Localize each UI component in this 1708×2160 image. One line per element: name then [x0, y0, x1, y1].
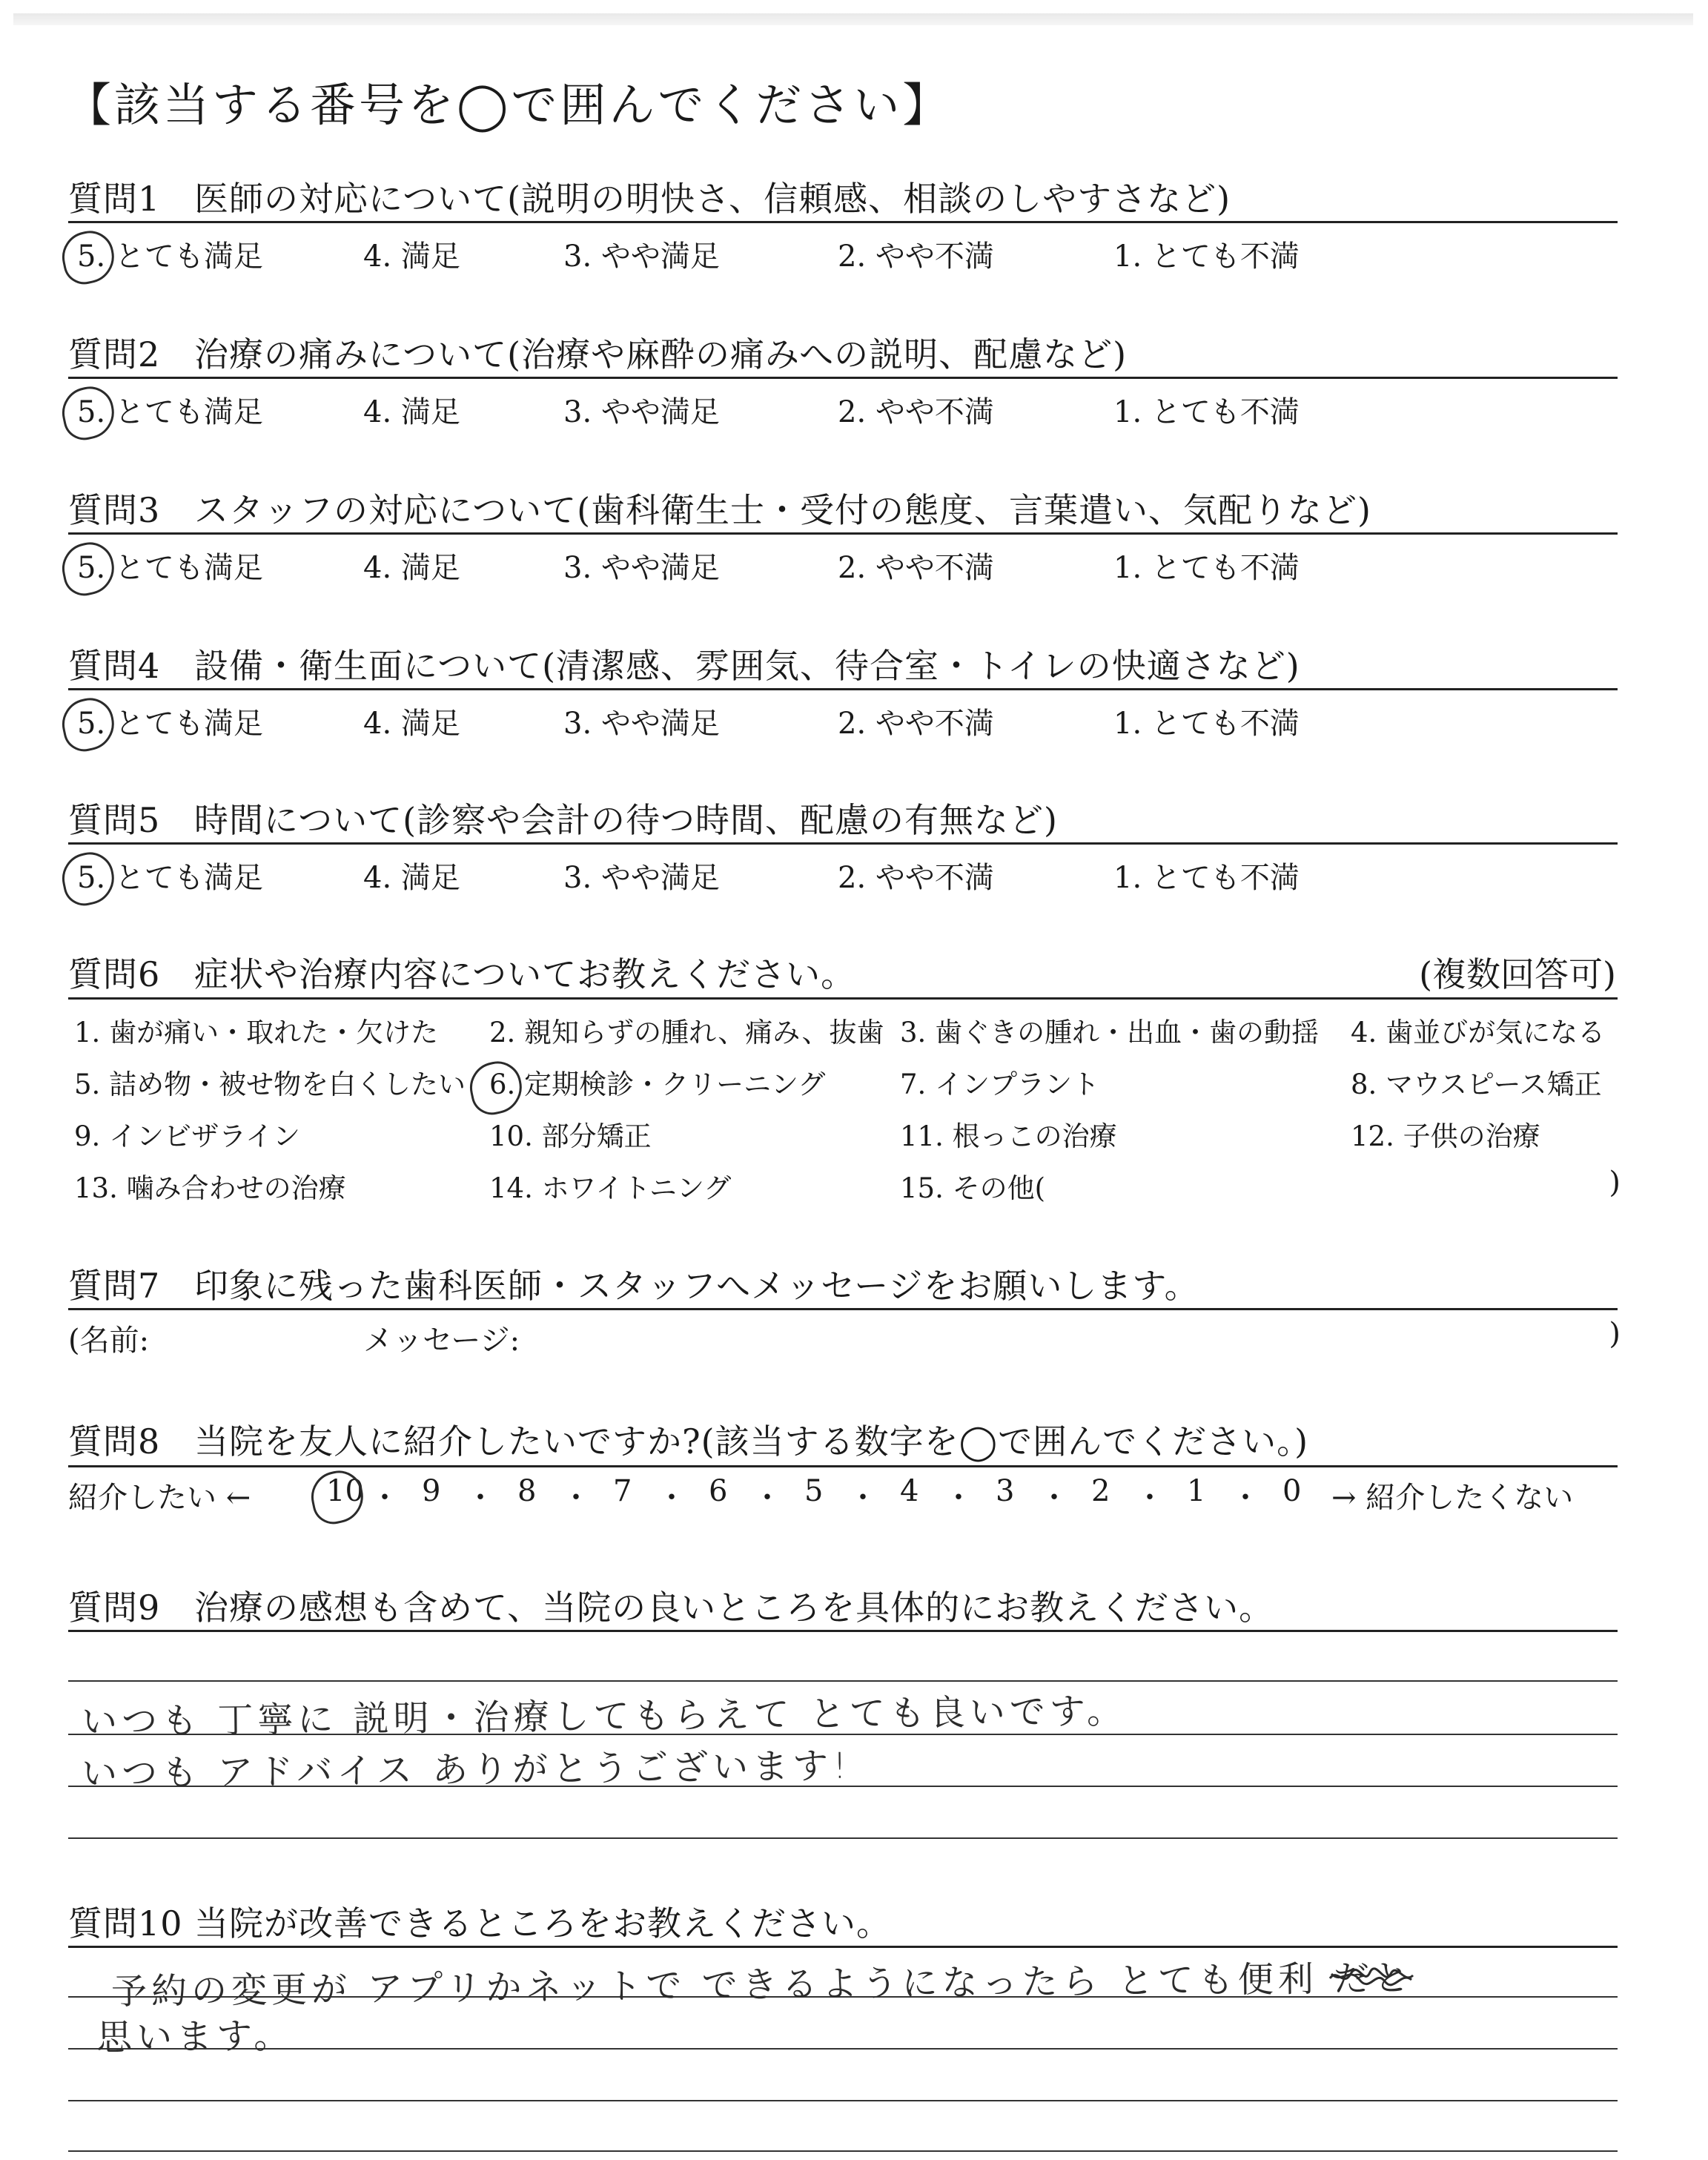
recommend-score: 1	[1187, 1474, 1206, 1508]
recommend-score: 10	[326, 1474, 364, 1508]
q7-close-paren: )	[1609, 1317, 1621, 1351]
rating-option: 5. とても満足	[77, 707, 263, 741]
treatment-option: 10. 部分矯正	[489, 1120, 652, 1152]
question-3-heading	[68, 483, 1371, 532]
question-7-rule	[68, 1308, 1618, 1310]
rating-option: 2. やや不満	[838, 395, 994, 429]
treatment-option: 1. 歯が痛い・取れた・欠けた	[74, 1017, 439, 1048]
recommend-left-label: 紹介したい ←	[68, 1481, 251, 1515]
rating-option: 4. 満足	[363, 240, 460, 274]
question-text: 印象に残った歯科医師・スタッフへメッセージをお願いします。	[194, 1266, 1199, 1306]
treatment-option: 5. 詰め物・被せ物を白くしたい	[74, 1069, 466, 1100]
question-5-heading	[68, 793, 1058, 842]
rating-option: 3. やや満足	[563, 861, 720, 895]
question-text: 症状や治療内容についてお教えください。	[194, 954, 856, 994]
rating-option: 5. とても満足	[77, 240, 263, 274]
question-text: 当院を友人に紹介したいですか?(該当する数字を◯で囲んでください。)	[194, 1421, 1309, 1462]
question-3-rule	[68, 532, 1618, 535]
rating-option: 4. 満足	[363, 707, 460, 741]
rating-option: 4. 満足	[363, 861, 460, 895]
question-4-rule	[68, 688, 1618, 690]
treatment-option: 12. 子供の治療	[1351, 1120, 1540, 1152]
rating-option: 5. とても満足	[77, 395, 263, 429]
answer-line	[68, 1837, 1618, 1839]
recommend-score: 8	[517, 1474, 537, 1508]
treatment-option: 3. 歯ぐきの腫れ・出血・歯の動揺	[900, 1017, 1320, 1048]
treatment-option: 7. インプラント	[900, 1069, 1100, 1100]
q9-answer-line-1: いつも 丁寧に 説明・治療してもらえて とても良いです。	[81, 1690, 1128, 1743]
question-2-heading	[68, 328, 1127, 377]
question-2-rule	[68, 377, 1618, 379]
recommend-score: 5	[804, 1474, 824, 1508]
rating-option: 2. やや不満	[838, 551, 994, 585]
name-label: (名前:	[68, 1324, 150, 1358]
recommend-score: 3	[996, 1474, 1015, 1508]
rating-option: 1. とても不満	[1113, 861, 1300, 895]
scale-separator: ・	[657, 1481, 686, 1515]
answer-line	[68, 1680, 1618, 1682]
treatment-option: 9. インビザライン	[74, 1120, 300, 1152]
question-9-heading	[68, 1581, 1274, 1630]
rating-option: 2. やや不満	[838, 861, 994, 895]
multiple-answer-note: (複数回答可)	[1419, 954, 1616, 994]
rating-option: 3. やや満足	[563, 395, 720, 429]
question-1-heading	[68, 172, 1231, 221]
question-number: 質問2	[68, 334, 161, 374]
rating-option: 3. やや満足	[563, 240, 720, 274]
question-10-heading	[68, 1897, 891, 1946]
scale-separator: ・	[466, 1481, 495, 1515]
question-text: 医師の対応について(説明の明快さ、信頼感、相談のしやすさなど)	[194, 179, 1231, 219]
recommend-right-label: → 紹介したくない	[1331, 1481, 1574, 1515]
message-label: メッセージ:	[363, 1324, 520, 1358]
question-number: 質問5	[68, 800, 161, 840]
treatment-option: 13. 噛み合わせの治療	[74, 1172, 346, 1204]
question-text: 治療の痛みについて(治療や麻酔の痛みへの説明、配慮など)	[194, 334, 1128, 374]
question-text: 治療の感想も含めて、当院の良いところを具体的にお教えください。	[194, 1588, 1274, 1628]
question-4-heading	[68, 639, 1300, 688]
scale-separator: ・	[370, 1481, 400, 1515]
treatment-option: 14. ホワイトニング	[489, 1172, 732, 1204]
treatment-option: 11. 根っこの治療	[900, 1120, 1117, 1152]
rating-option: 5. とても満足	[77, 861, 263, 895]
question-9-rule	[68, 1630, 1618, 1632]
question-text: 当院が改善できるところをお教えください。	[194, 1903, 891, 1943]
other-close-paren: )	[1609, 1166, 1621, 1200]
question-text: 設備・衛生面について(清潔感、雰囲気、待合室・トイレの快適さなど)	[194, 646, 1300, 686]
answer-line	[68, 2048, 1618, 2050]
question-number: 質問3	[68, 490, 161, 530]
question-text: スタッフの対応について(歯科衛生士・受付の態度、言葉遣い、気配りなど)	[194, 490, 1371, 530]
answer-line	[68, 2100, 1618, 2101]
rating-option: 4. 満足	[363, 395, 460, 429]
question-number: 質問9	[68, 1588, 161, 1628]
rating-option: 4. 満足	[363, 551, 460, 585]
rating-option: 5. とても満足	[77, 551, 263, 585]
q10-answer-line-2: 思います。	[96, 2015, 294, 2059]
question-number: 質問6	[68, 954, 161, 994]
question-8-heading	[68, 1415, 1308, 1464]
question-6-heading	[68, 948, 855, 997]
question-1-rule	[68, 221, 1618, 223]
question-8-rule	[68, 1465, 1618, 1467]
crossed-out-scribble	[1327, 1964, 1416, 1990]
scale-separator: ・	[1231, 1481, 1260, 1515]
rating-option: 1. とても不満	[1113, 395, 1300, 429]
rating-option: 1. とても不満	[1113, 707, 1300, 741]
q10-answer-line-1: 予約の変更が アプリかネットで できるようになったら とても便利 だと	[110, 1957, 1414, 2013]
recommend-score: 0	[1282, 1474, 1302, 1508]
rating-option: 3. やや満足	[563, 707, 720, 741]
recommend-score: 7	[613, 1474, 632, 1508]
treatment-option: 8. マウスピース矯正	[1351, 1069, 1602, 1100]
treatment-option: 4. 歯並びが気になる	[1351, 1017, 1606, 1048]
recommend-score: 6	[709, 1474, 728, 1508]
scale-separator: ・	[1039, 1481, 1069, 1515]
treatment-option: 2. 親知らずの腫れ、痛み、抜歯	[489, 1017, 884, 1048]
scan-top-edge	[13, 13, 1693, 25]
question-6-rule	[68, 997, 1618, 1000]
recommend-score: 9	[422, 1474, 441, 1508]
rating-option: 1. とても不満	[1113, 551, 1300, 585]
scale-separator: ・	[1135, 1481, 1165, 1515]
question-text: 時間について(診察や会計の待つ時間、配慮の有無など)	[194, 800, 1058, 840]
rating-option: 2. やや不満	[838, 240, 994, 274]
question-number: 質問10	[68, 1903, 183, 1943]
question-10-rule	[68, 1946, 1618, 1948]
treatment-option: 6. 定期検診・クリーニング	[489, 1069, 826, 1100]
recommend-score: 4	[900, 1474, 919, 1508]
answer-line	[68, 2150, 1618, 2152]
question-number: 質問1	[68, 179, 161, 219]
rating-option: 1. とても不満	[1113, 240, 1300, 274]
scale-separator: ・	[848, 1481, 878, 1515]
question-number: 質問7	[68, 1266, 161, 1306]
rating-option: 3. やや満足	[563, 551, 720, 585]
rating-option: 2. やや不満	[838, 707, 994, 741]
question-5-rule	[68, 842, 1618, 845]
scale-separator: ・	[752, 1481, 782, 1515]
scale-separator: ・	[561, 1481, 591, 1515]
q9-answer-line-2: いつも アドバイス ありがとうございます!	[81, 1745, 852, 1795]
treatment-option: 15. その他(	[900, 1172, 1046, 1204]
scale-separator: ・	[944, 1481, 973, 1515]
question-number: 質問4	[68, 646, 161, 686]
question-number: 質問8	[68, 1421, 161, 1462]
recommend-score: 2	[1091, 1474, 1110, 1508]
question-7-heading	[68, 1259, 1199, 1308]
page-title: 【該当する番号を◯で囲んでください】	[65, 78, 952, 132]
